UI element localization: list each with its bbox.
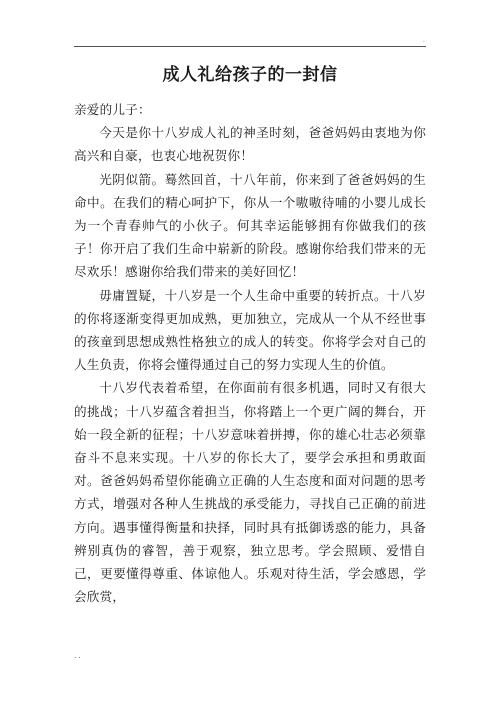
header-mark: . [423,37,425,44]
letter-body [74,98,426,608]
paragraph-1: 今天是你十八岁成人礼的神圣时刻，爸爸妈妈由衷地为你高兴和自豪，也衷心地祝贺你！ [74,125,426,164]
greeting: 亲爱的儿子： [74,102,151,117]
document-title: 成人礼给孩子的一封信 [162,65,338,85]
header-rule [74,46,426,47]
footer-mark: . . [74,652,81,660]
paragraph-4: 十八岁代表着希望，在你面前有很多机遇，同时又有很大的挑战；十八岁蕴含着担当，你将踏上一个更广阔的舞台，开始一段全新的征程；十八岁意味着拼搏，你的雄心壮志必须靠奋斗不息来实现。十八岁的你长大了，要学会承担和勇敢面对。爸爸妈妈希望你能确立正确的人生态度和面对问题的思考方式，增强对各种人生挑战的承受能力，寻找自己正确的前进方向。遇事懂得衡量和抉择，同时具有抵御诱惑的能力，具备辨别真伪的睿智，善于观察，独立思考。学会照顾、爱惜自己，更要懂得尊重、体谅他人。乐观对待生活，学会感恩，学会欣赏， [74,380,426,605]
paragraph-2: 光阴似箭。蓦然回首，十八年前，你来到了爸爸妈妈的生命中。在我们的精心呵护下，你从一个嗷嗷待哺的小婴儿成长为一个青春帅气的小伙子。何其幸运能够拥有你做我们的孩子！你开启了我们生命中崭新的阶段。感谢你给我们带来的无尽欢乐！感谢你给我们带来的美好回忆！ [74,171,426,280]
paragraph-3: 毋庸置疑，十八岁是一个人生命中重要的转折点。十八岁的你将逐渐变得更加成熟，更加独立，完成从一个从不经世事的孩童到思想成熟性格独立的成人的转变。你将学会对自己的人生负责，你将会懂得通过自己的努力实现人生的价值。 [74,287,426,373]
